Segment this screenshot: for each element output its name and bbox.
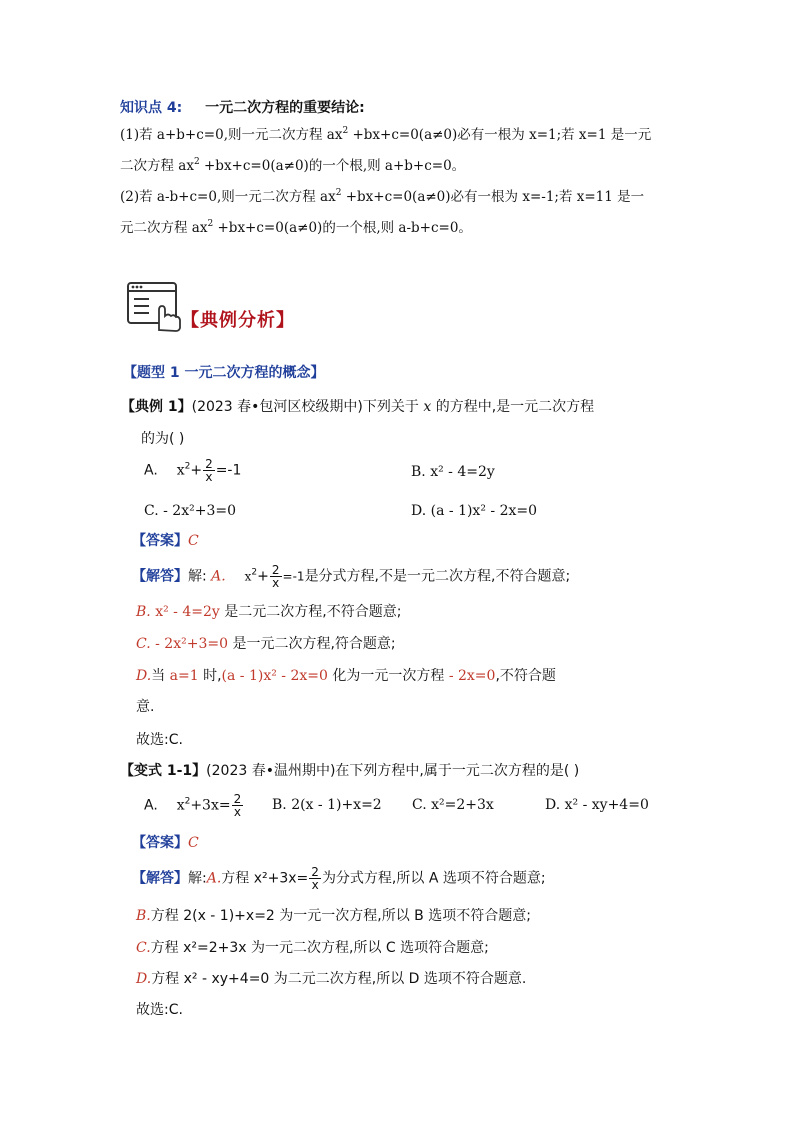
knowledge-p1-line2: 二次方程 $ax^2 +bx+c=0(a\ne 0)$的一个根,则 a+b+c=0。	[120, 157, 466, 174]
knowledge-label: 知识点 4:	[120, 100, 183, 116]
var1-tag: 【变式 1-1】	[120, 763, 207, 779]
var1-option-b: B. 2(x - 1)+x=2	[272, 797, 382, 813]
var1-solution-c: C.方程 x²=2+3x 为一元二次方程,所以 C 选项符合题意;	[136, 940, 489, 956]
var1-solution-a: 【解答】解:A.方程 x²+3x= $\frac{2}{x}$ 为分式方程,所以 A 选项不符合题意;	[132, 865, 546, 892]
knowledge-p2-line2: 元二次方程 $ax^2 +bx+c=0(a\ne 0)$的一个根,则 a-b+c=0。	[120, 219, 472, 236]
knowledge-title: 一元二次方程的重要结论:	[205, 100, 365, 116]
ex1-tag: 【典例 1】	[121, 399, 192, 415]
var1-solution-b: B.方程 2(x - 1)+x=2 为一元一次方程,所以 B 选项不符合题意;	[136, 908, 531, 924]
ex1-solution-a: 【解答】解: A. $x^2+$ $\frac{2}{x}$ =-1是分式方程,不是一元二次方程,不符合题意;	[132, 563, 571, 590]
banner-title: 【典例分析】	[181, 310, 295, 331]
var1-answer: 【答案】C	[132, 835, 199, 851]
ex1-solution-d-cont: 意.	[136, 699, 155, 715]
ex1-option-c: C. - 2x²+3=0	[144, 503, 236, 519]
ex1-stem-line1: 【典例 1】(2023 春•包河区校级期中)下列关于 x 的方程中,是一元二次方程	[121, 399, 595, 415]
type1-heading: 【题型 1 一元二次方程的概念】	[123, 365, 325, 381]
ex1-solution-c: C. - 2x²+3=0 是一元二次方程,符合题意;	[136, 636, 396, 652]
var1-choose: 故选:C.	[136, 1002, 183, 1018]
var1-option-a: A. $x^2+3x=$ $\frac{2}{x}$	[144, 792, 242, 819]
var1-stem: 【变式 1-1】(2023 春•温州期中)在下列方程中,属于一元二次方程的是( )	[120, 763, 580, 779]
screen-hand-icon	[127, 282, 183, 336]
ex1-answer: 【答案】C	[132, 533, 199, 549]
ex1-option-a: A. $x^2+$ $\frac{2}{x}$ =-1	[144, 457, 242, 484]
ex1-option-d: D. (a - 1)x² - 2x=0	[411, 503, 538, 519]
ex1-option-b: B. x² - 4=2y	[411, 464, 495, 480]
knowledge-heading	[120, 97, 365, 119]
ex1-solution-b: B. x² - 4=2y 是二元二次方程,不符合题意;	[136, 604, 402, 620]
ex1-choose: 故选:C.	[136, 732, 183, 748]
ex1-solution-d: D.当 a=1 时,(a - 1)x² - 2x=0 化为一元一次方程 - 2x=0,不符合题	[136, 668, 556, 684]
var1-solution-d: D.方程 x² - xy+4=0 为二元二次方程,所以 D 选项不符合题意.	[136, 971, 527, 987]
ex1-stem-line2: 的为( )	[141, 431, 185, 447]
knowledge-p2-line1: (2)若 a-b+c=0,则一元二次方程 $ax^2 +bx+c=0(a\ne 0)$必有一根为 x=-1;若 x=11 是一	[120, 188, 645, 205]
var1-option-c: C. x²=2+3x	[412, 797, 494, 813]
knowledge-p1-line1: (1)若 a+b+c=0,则一元二次方程 $ax^2 +bx+c=0(a\ne 0)$必有一根为 x=1;若 x=1 是一元	[120, 126, 652, 143]
var1-option-d: D. x² - xy+4=0	[545, 797, 649, 813]
